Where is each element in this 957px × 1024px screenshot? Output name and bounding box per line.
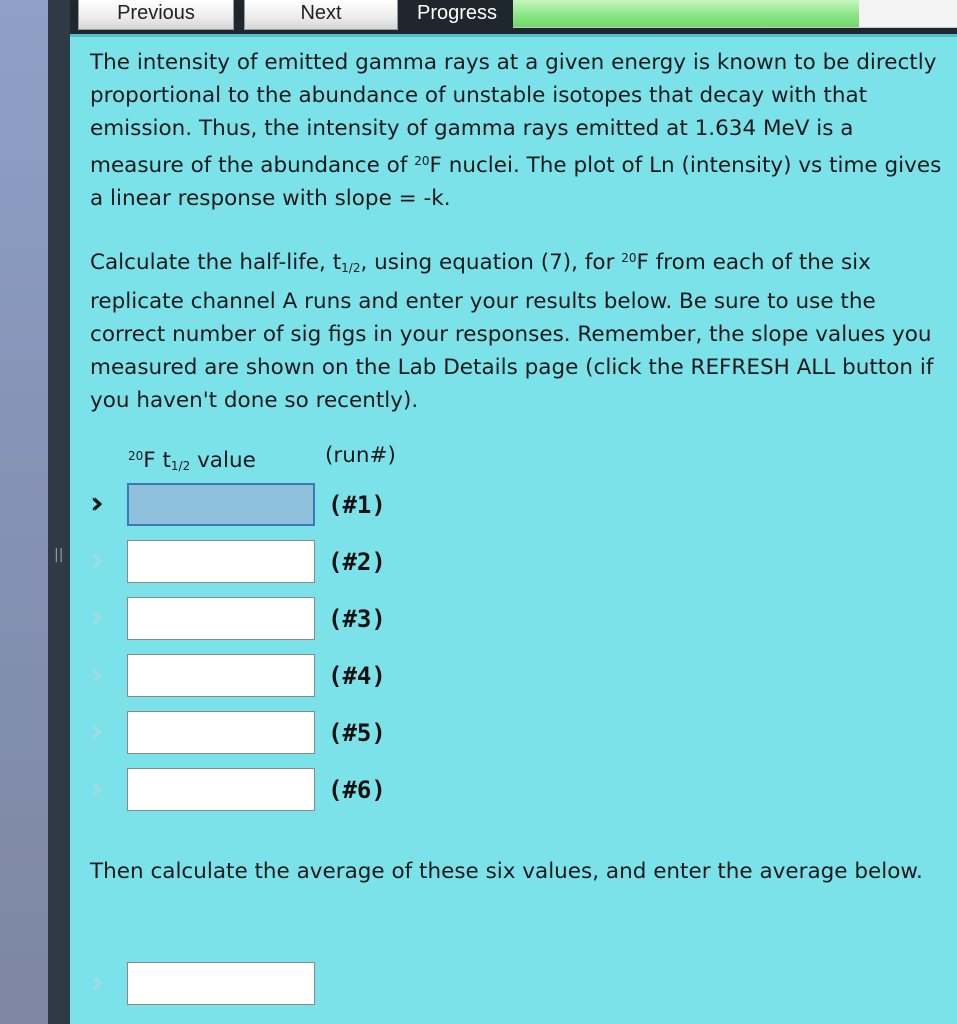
column-header-value: $^{20}$F $t_{1/2}$ value xyxy=(128,448,256,473)
run-label-4: (#4) xyxy=(328,662,386,690)
run-row-5 xyxy=(90,711,490,759)
double-chevron-right-icon: ›› xyxy=(90,486,94,521)
run-label-3: (#3) xyxy=(328,605,386,633)
instructions-paragraph: Calculate the half-life, $t_{1/2}$, using equation (7), for $^{20}$F from each of the six replicate channel A runs and enter your results below. Be sure to use the correct number of sig figs in your responses. Remember, the slope values you measured are shown on the Lab Details page (click the REFRESH ALL button if you haven't done so recently). xyxy=(90,250,934,413)
double-chevron-right-icon: ›› xyxy=(90,714,94,749)
halflife-input-run-6[interactable] xyxy=(127,768,315,811)
panel-splitter[interactable] xyxy=(48,0,70,1024)
progress-bar xyxy=(513,0,957,28)
run-row-1 xyxy=(90,483,490,531)
average-instructions: Then calculate the average of these six values, and enter the average below. xyxy=(90,859,923,884)
run-row-4 xyxy=(90,654,490,702)
halflife-input-run-3[interactable] xyxy=(127,597,315,640)
average-halflife-input[interactable] xyxy=(127,962,315,1005)
halflife-input-run-5[interactable] xyxy=(127,711,315,754)
next-button[interactable]: Next xyxy=(244,0,398,30)
left-gutter xyxy=(0,0,48,1024)
double-chevron-right-icon: ›› xyxy=(90,965,94,1000)
average-row xyxy=(90,962,490,1010)
run-row-2 xyxy=(90,540,490,588)
halflife-input-run-4[interactable] xyxy=(127,654,315,697)
column-header-run: (run#) xyxy=(325,443,396,468)
double-chevron-right-icon: ›› xyxy=(90,771,94,806)
intro-paragraph: The intensity of emitted gamma rays at a given energy is known to be directly proportional to the abundance of unstable isotopes that decay with that emission. Thus, the intensity of gamma rays emitted at 1.634 MeV is a measure of the abundance of $^{20}$F nuclei. The plot of Ln (intensity) vs time gives a linear response with slope = -k. xyxy=(90,50,942,211)
halflife-input-run-2[interactable] xyxy=(127,540,315,583)
double-chevron-right-icon: ›› xyxy=(90,657,94,692)
question-panel xyxy=(70,34,957,1024)
top-nav-bar xyxy=(70,0,957,34)
splitter-grip-icon[interactable]: || xyxy=(54,547,64,563)
halflife-input-run-1[interactable] xyxy=(127,483,315,526)
run-label-1: (#1) xyxy=(328,491,386,519)
progress-label: Progress xyxy=(403,0,511,30)
run-label-2: (#2) xyxy=(328,548,386,576)
run-label-6: (#6) xyxy=(328,776,386,804)
run-row-3 xyxy=(90,597,490,645)
run-label-5: (#5) xyxy=(328,719,386,747)
double-chevron-right-icon: ›› xyxy=(90,543,94,578)
previous-button[interactable]: Previous xyxy=(78,0,234,30)
run-row-6 xyxy=(90,768,490,816)
double-chevron-right-icon: ›› xyxy=(90,600,94,635)
progress-bar-fill xyxy=(513,0,859,27)
